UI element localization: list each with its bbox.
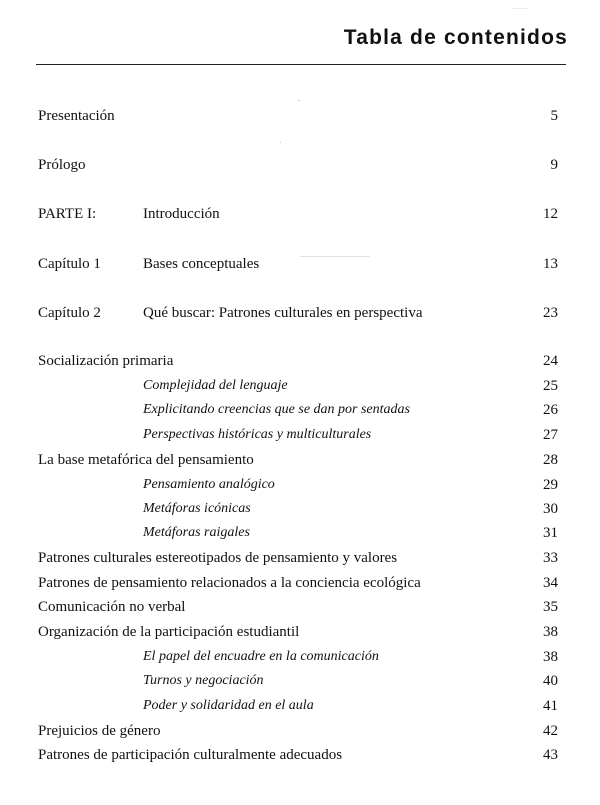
toc-subentry[interactable] [0, 695, 600, 717]
toc-entry[interactable] [0, 720, 600, 742]
toc-entry[interactable] [0, 253, 600, 275]
toc-entry-title: Complejidad del lenguaje [143, 378, 288, 393]
corner-mark: ······ [512, 4, 528, 13]
scan-speck [280, 142, 281, 143]
header-rule [36, 64, 566, 65]
page-title: Tabla de contenidos [343, 26, 568, 49]
toc-entry[interactable] [0, 302, 600, 324]
toc-page-number: 31 [543, 525, 558, 541]
toc-entry-title: Pensamiento analógico [143, 477, 275, 492]
toc-page-number: 23 [543, 305, 558, 321]
toc-entry-title: Metáforas icónicas [143, 501, 251, 516]
toc-entry-title: La base metafórica del pensamiento [38, 452, 254, 468]
toc-entry[interactable] [0, 621, 600, 643]
toc-entry-title: Patrones de pensamiento relacionados a la conciencia ecológica [38, 575, 421, 591]
toc-entry-title: Prejuicios de género [38, 723, 161, 739]
toc-entry-title: Socialización primaria [38, 353, 174, 369]
toc-page-number: 9 [550, 157, 558, 173]
toc-entry-title: Bases conceptuales [143, 256, 260, 272]
toc-entry[interactable] [0, 449, 600, 471]
toc-page-number: 34 [543, 575, 558, 591]
toc-subentry[interactable] [0, 474, 600, 496]
toc-page-number: 24 [543, 353, 558, 369]
toc-page-number: 26 [543, 402, 558, 418]
toc-subentry[interactable] [0, 399, 600, 421]
toc-entry[interactable] [0, 105, 600, 127]
toc-entry[interactable] [0, 350, 600, 372]
scan-speck [298, 100, 300, 101]
toc-entry[interactable] [0, 744, 600, 766]
toc-page-number: 38 [543, 624, 558, 640]
toc-entry[interactable] [0, 154, 600, 176]
toc-entry-title: Patrones de participación culturalmente adecuados [38, 747, 343, 763]
toc-entry-title: Presentación [38, 108, 115, 124]
toc-page-number: 5 [550, 108, 558, 124]
toc-part-label: PARTE I: [38, 206, 97, 222]
toc-entry-title: Poder y solidaridad en el aula [143, 698, 314, 713]
toc-entry-title: Metáforas raigales [143, 525, 250, 540]
toc-entry-title: Introducción [143, 206, 220, 222]
toc-page-number: 33 [543, 550, 558, 566]
toc-subentry[interactable] [0, 375, 600, 397]
toc-entry-title: Prólogo [38, 157, 86, 173]
toc-page-number: 43 [543, 747, 558, 763]
toc-chapter-label: Capítulo 1 [38, 256, 101, 272]
toc-entry[interactable] [0, 547, 600, 569]
toc-entry-title: Qué buscar: Patrones culturales en perspectiva [143, 305, 423, 321]
toc-entry[interactable] [0, 203, 600, 225]
toc-subentry[interactable] [0, 646, 600, 668]
toc-entry-title: Organización de la participación estudiantil [38, 624, 300, 640]
toc-page-number: 40 [543, 673, 558, 689]
toc-entry[interactable] [0, 596, 600, 618]
toc-page-number: 27 [543, 427, 558, 443]
toc-chapter-label: Capítulo 2 [38, 305, 101, 321]
toc-page-number: 30 [543, 501, 558, 517]
toc-page-number: 13 [543, 256, 558, 272]
toc-page-number: 29 [543, 477, 558, 493]
toc-subentry[interactable] [0, 424, 600, 446]
toc-page-number: 25 [543, 378, 558, 394]
toc-entry-title: Turnos y negociación [143, 673, 264, 688]
toc-subentry[interactable] [0, 522, 600, 544]
toc-subentry[interactable] [0, 670, 600, 692]
toc-page-number: 38 [543, 649, 558, 665]
toc-subentry[interactable] [0, 498, 600, 520]
toc-entry-title: Comunicación no verbal [38, 599, 186, 615]
toc-page-number: 12 [543, 206, 558, 222]
toc-page-number: 41 [543, 698, 558, 714]
toc-entry-title: Explicitando creencias que se dan por sentadas [143, 402, 410, 417]
toc-page-number: 35 [543, 599, 558, 615]
toc-entry-title: Perspectivas históricas y multiculturales [143, 427, 372, 442]
toc-entry-title: El papel del encuadre en la comunicación [143, 649, 379, 664]
toc-entry[interactable] [0, 572, 600, 594]
toc-entry-title: Patrones culturales estereotipados de pensamiento y valores [38, 550, 398, 566]
toc-page-number: 28 [543, 452, 558, 468]
toc-page-number: 42 [543, 723, 558, 739]
